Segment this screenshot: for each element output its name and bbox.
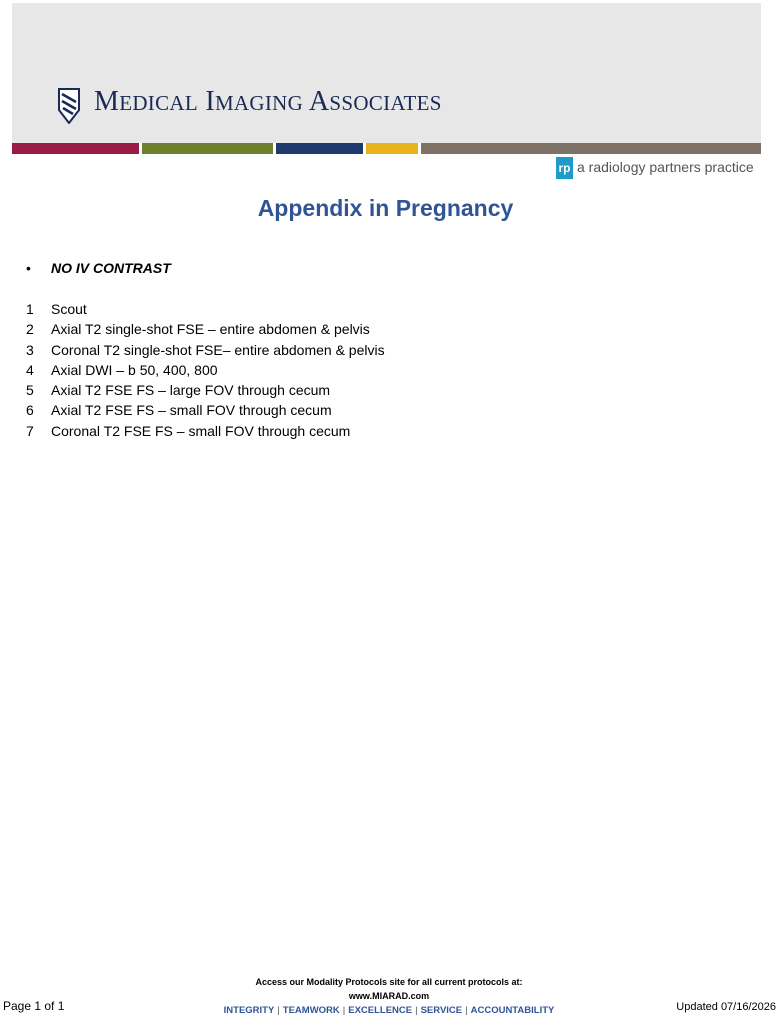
value-item: TEAMWORK [282, 1005, 340, 1016]
note-text: NO IV CONTRAST [51, 260, 171, 276]
step-text: Coronal T2 single-shot FSE– entire abdomen & pelvis [51, 341, 385, 358]
rp-logo-icon: rp [556, 157, 573, 179]
step-text: Axial T2 single-shot FSE – entire abdomen & pelvis [51, 321, 370, 338]
color-stripe-2 [142, 143, 273, 154]
partner-text: a radiology partners practice [577, 159, 754, 175]
color-stripe-4 [366, 143, 418, 154]
step-text: Axial DWI – b 50, 400, 800 [51, 361, 218, 378]
color-stripe-3 [276, 143, 363, 154]
value-item: ACCOUNTABILITY [470, 1005, 555, 1016]
step-text: Coronal T2 FSE FS – small FOV through cecum [51, 422, 351, 439]
value-item: EXCELLENCE [348, 1005, 413, 1016]
step-number: 5 [26, 382, 34, 399]
brand-word: ASSOCIATES [308, 86, 442, 117]
value-item: INTEGRITY [223, 1005, 275, 1016]
separator: | [277, 1005, 280, 1016]
brand-name [94, 86, 442, 118]
step-number: 6 [26, 402, 34, 419]
step-text: Scout [51, 301, 87, 317]
footer-access-text: Access our Modality Protocols site for all current protocols at: [255, 977, 523, 987]
step-number: 7 [26, 422, 34, 439]
step-number: 3 [26, 341, 34, 358]
step-number: 2 [26, 321, 34, 338]
step-number: 1 [26, 301, 34, 317]
updated-date: Updated 07/16/2026 [676, 1001, 776, 1013]
color-stripe-1 [12, 143, 139, 154]
color-stripe-5 [421, 143, 761, 154]
value-item: SERVICE [420, 1005, 463, 1016]
footer-values [0, 1005, 778, 1016]
step-text: Axial T2 FSE FS – large FOV through cecum [51, 382, 331, 399]
page-number: Page 1 of 1 [3, 999, 65, 1013]
separator: | [415, 1005, 418, 1016]
brand-word: MEDICAL [94, 86, 198, 117]
separator: | [342, 1005, 346, 1016]
header-band [12, 3, 761, 143]
bullet-icon: • [26, 260, 31, 276]
shield-logo-icon [58, 88, 80, 124]
step-text: Axial T2 FSE FS – small FOV through cecum [51, 402, 332, 419]
separator: | [465, 1005, 468, 1016]
page-title: Appendix in Pregnancy [257, 195, 514, 221]
brand-word: IMAGING [205, 86, 304, 117]
step-number: 4 [26, 361, 34, 378]
footer-url: www.MIARAD.com [348, 991, 430, 1001]
